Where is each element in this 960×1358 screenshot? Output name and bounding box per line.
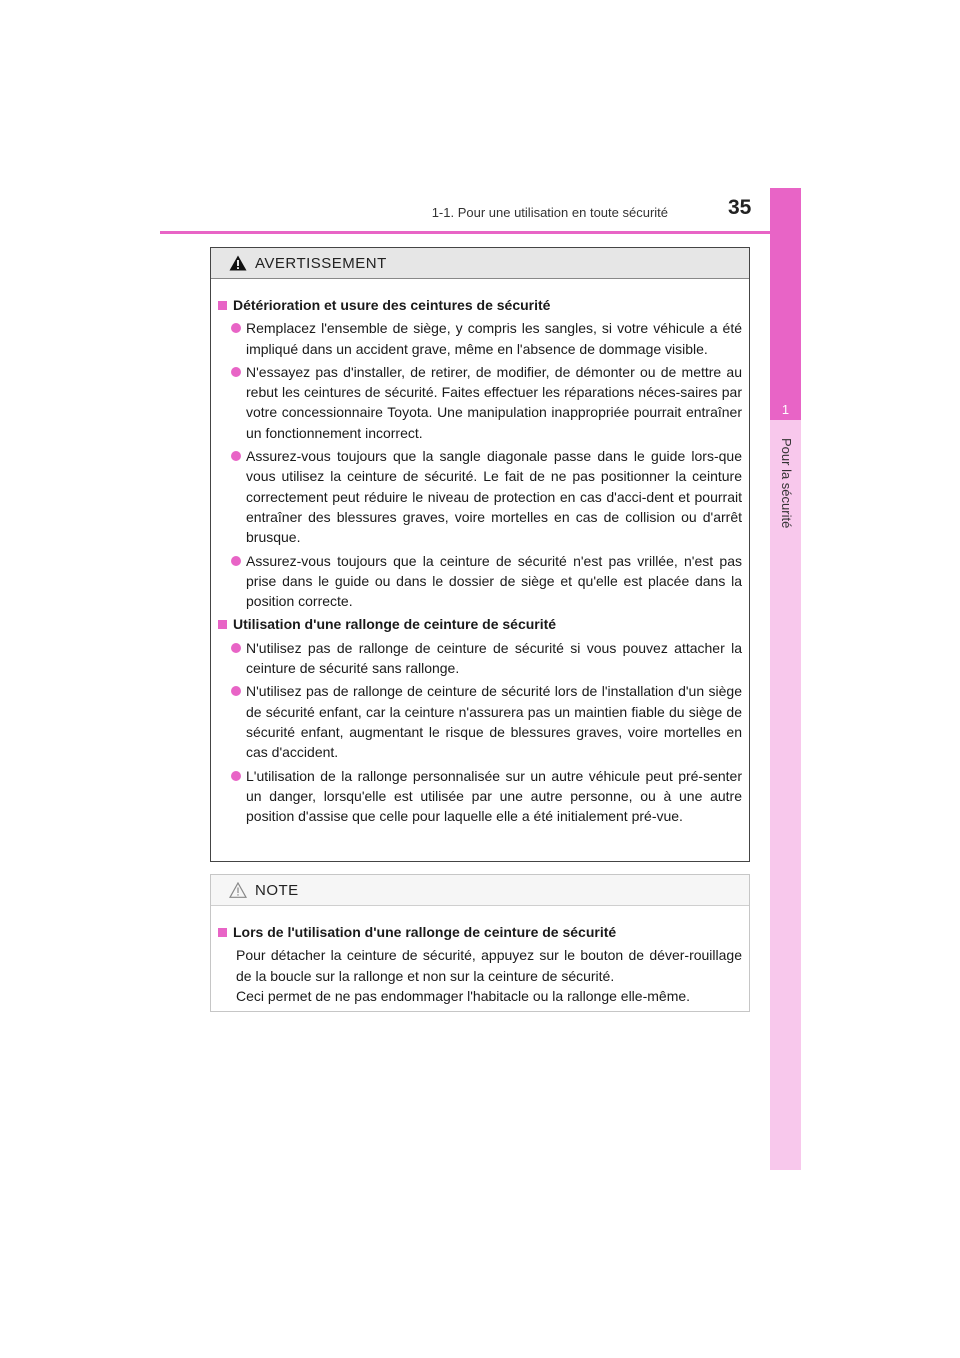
header-rule: [160, 231, 800, 234]
chapter-number-block: [770, 188, 801, 420]
list-item: N'essayez pas d'installer, de retirer, de modifier, de démonter ou de mettre au rebut les ceintures de sécurité. Faites effectuer les réparations néces-saires par votre concessionnaire Toyota. Une manipulation inappropriée pourrait entraîner un fonctionnement incorrect.: [231, 362, 742, 443]
note-body: [211, 906, 749, 1006]
note-paragraph: Ceci permet de ne pas endommager l'habitacle ou la rallonge elle-même.: [236, 987, 691, 1004]
list-item: Remplacez l'ensemble de siège, y compris les sangles, si votre véhicule a été impliqué dans un accident grave, même en l'absence de dommage visible.: [231, 318, 742, 359]
round-bullet-icon: [231, 686, 241, 696]
square-bullet-icon: [218, 301, 227, 310]
round-bullet-icon: [231, 643, 241, 653]
round-bullet-icon: [231, 323, 241, 333]
round-bullet-icon: [231, 556, 241, 566]
chapter-label: Pour la sécurité: [779, 438, 794, 529]
list-item: N'utilisez pas de rallonge de ceinture de sécurité lors de l'installation d'un siège de sécurité enfant, car la ceinture n'assurera pas un maintien fiable du siège de sécurité enfant, augmentant le risque de blessures graves, voire mortelles en cas d'accident.: [231, 681, 742, 762]
list-item: Assurez-vous toujours que la ceinture de sécurité n'est pas vrillée, n'est pas prise dans le guide ou dans le dossier de siège et qu'elle est placée dans la position correcte.: [231, 551, 742, 612]
round-bullet-icon: [231, 367, 241, 377]
section-heading: Détérioration et usure des ceintures de sécurité: [218, 295, 742, 315]
note-title: NOTE: [255, 881, 299, 899]
list-item: Assurez-vous toujours que la sangle diagonale passe dans le guide lors-que vous utilisez la ceinture de sécurité. Le fait de ne pas positionner la ceinture correctement peut réduire le niveau de protection en cas d'acci-dent et pourrait entraîner des blessures graves, voire mortelles en cas de collision ou d'arrêt brusque.: [231, 446, 742, 547]
square-bullet-icon: [218, 620, 227, 629]
section-heading: Utilisation d'une rallonge de ceinture de sécurité: [218, 614, 742, 634]
list-item: L'utilisation de la rallonge personnalisée sur un autre véhicule peut pré-senter un danger, lorsqu'elle est utilisée par une autre personne, ou à une autre position d'assise que celle pour laquelle elle a été initialement pré-vue.: [231, 766, 742, 827]
warning-box: [210, 247, 750, 862]
chapter-side-tab: [770, 188, 801, 1170]
warning-title: AVERTISSEMENT: [255, 254, 387, 272]
list-item: N'utilisez pas de rallonge de ceinture de sécurité si vous pouvez attacher la ceinture de sécurité sans rallonge.: [231, 638, 742, 679]
square-bullet-icon: [218, 928, 227, 937]
warning-triangle-icon: [229, 255, 247, 271]
round-bullet-icon: [231, 451, 241, 461]
round-bullet-icon: [231, 771, 241, 781]
note-paragraph: Pour détacher la ceinture de sécurité, appuyez sur le bouton de déver-rouillage de la boucle sur la rallonge et non sur la ceinture de sécurité.: [236, 947, 742, 984]
warning-body: [211, 279, 749, 826]
section-title: 1-1. Pour une utilisation en toute sécurité: [431, 205, 668, 220]
warning-header: [211, 248, 749, 279]
chapter-number: 1: [781, 402, 790, 417]
note-header: [211, 875, 749, 906]
caution-outline-icon: [229, 882, 247, 898]
note-heading: Lors de l'utilisation d'une rallonge de ceinture de sécurité: [218, 922, 742, 942]
page-number: 35: [728, 196, 752, 219]
note-box: [210, 874, 750, 1012]
